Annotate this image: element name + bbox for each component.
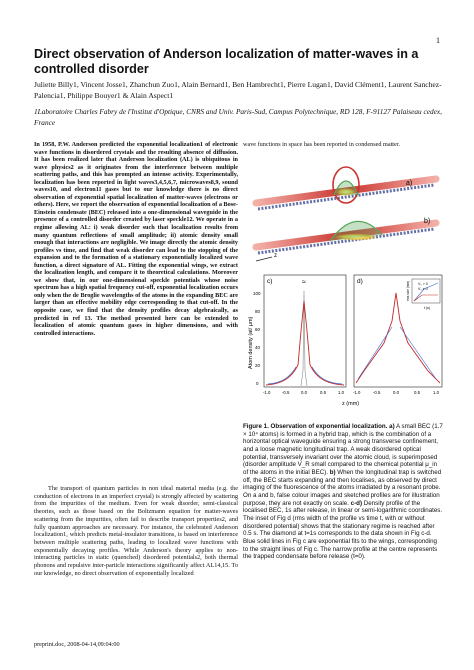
xtick-d-1: -0.5 [373, 390, 381, 395]
panel-b-label: b) [424, 218, 431, 225]
xtick-c-3: 0.5 [320, 390, 326, 395]
figure-ab-schematic [246, 165, 446, 265]
panel-c-label: c) [267, 278, 273, 285]
page-number: 1 [436, 36, 440, 45]
xtick-d-3: 0.5 [414, 390, 420, 395]
affiliation: 1Laboratoire Charles Fabry de l'Institut d'Optique, CNRS and Univ. Paris-Sud, Campus Polytechnique, RD 128, F-91127 Palaiseau cedex, France [34, 107, 442, 127]
inset-legend-v0: V₀ = 0 [418, 282, 428, 286]
figure-cd-plots [246, 271, 446, 413]
z-axis-line [256, 257, 272, 261]
ytick-100: 100 [253, 291, 261, 296]
xtick-c-1: -0.5 [282, 390, 290, 395]
xtick-c-4: 1.0 [338, 390, 344, 395]
inset-ylabel: rms size (mm) [406, 280, 410, 301]
inset-legend-disorder: V₀ ≠ 0 [418, 287, 428, 291]
xtick-d-0: -1.0 [353, 390, 361, 395]
panel-d-label: d) [357, 278, 363, 285]
y-ticks [253, 291, 261, 386]
xtick-d-4: 1.0 [433, 390, 439, 395]
caption-b-text: When the longitudinal trap is switched off, the BEC starts expanding and then localises, as observed by direct imaging of the fluorescence of the atoms irradiated by a resonant probe. On a and b, false colour images and sketched profiles are for illustration purpose, they are not exactly on scale. [243, 468, 442, 507]
x-ticks-c [263, 390, 345, 395]
authors: Juliette Billy1, Vincent Josse1, Zhanchun Zuo1, Alain Bernard1, Ben Hambrecht1, Pierre Lugan1, David Clément1, Laurent Sanchez-Palencia1, Philippe Bouyer1 & Alain Aspect1 [34, 80, 442, 100]
footer: preprint.doc, 2008-04-14,09:04:00 [34, 641, 120, 648]
caption-a-text: A small BEC (1.7 × 10⁴ atoms) is formed in a hybrid trap, which is the combination of a horizontal optical waveguide ensuring a strong transverse confinement, and a loose magnetic longitudinal trap. A weak disordered optical potential, transversely invariant over the atomic cloud, is superimposed (disorder amplitude V_R small compared to the chemical potential μ_in of the atoms in the initial BEC). [243, 423, 443, 476]
caption-lead: Figure 1. Observation of exponential localization. [243, 423, 388, 430]
ytick-20: 20 [255, 363, 261, 368]
xtick-c-2: 0.0 [301, 390, 307, 395]
panel-a-illustration [256, 167, 436, 209]
abstract: In 1958, P.W. Anderson predicted the exponential localization1 of electronic wave functions in disordered crystals and the resulting absence of diffusion. It has been realized later that Anderson localization (AL) is ubiquitous in wave physics2 as it originates from the interference between multiple scattering paths, and this has prompted an intense activity. Experimentally, localization has been reported in light waves3,4,5,6,7, microwaves8,9, sound waves10, and electron11 gases but to our knowledge there is no direct observation of exponential spatial localization of matter-waves (electrons or others). Here, we report the observation of exponential localization of a Bose-Einstein condensate (BEC) released into a one-dimensional waveguide in the presence of a controlled disorder created by laser speckle12. We operate in a regime allowing AL: i) weak disorder such that localization results from many quantum reflections of small amplitude; ii) atomic density small enough that interactions are negligible. We image directly the atomic density profiles vs time, and find that weak disorder can lead to the stopping of the expansion and to the formation of a stationary exponentially localized wave function, a direct signature of AL. Fitting the exponential wings, we extract the localization length, and compare it to theoretical calculations. Moreover we show that, in our one-dimensional speckle potentials whose noise spectrum has a high spatial frequency cut-off, exponential localization occurs only when the de Broglie wavelengths of the atoms in the expanding BEC are larger than an effective mobility edge corresponding to that cut-off. In the opposite case, we find that the density profiles decay algebraically, as predicted in ref 13. The method presented here can be extended to localization of atomic quantum gases in higher dimensions, and with controlled interactions. [34, 141, 238, 337]
ytick-0: 0 [256, 381, 259, 386]
z-axis-label: z [274, 253, 277, 259]
figure-caption [243, 423, 443, 561]
ytick-40: 40 [255, 345, 261, 350]
ytick-60: 60 [255, 327, 261, 332]
caption-cd-label: c-d) [350, 499, 363, 507]
y-axis-label: Atom density (at/ µm) [248, 316, 254, 369]
caption-a-label: a) [389, 423, 395, 430]
x-ticks-d [353, 390, 440, 395]
xtick-d-2: 0.0 [393, 390, 399, 395]
inset-xlabel: t (s) [424, 306, 431, 310]
xtick-c-0: -1.0 [263, 390, 271, 395]
density-profile-a [334, 181, 358, 195]
ytick-80: 80 [255, 309, 261, 314]
body-text: The transport of quantum particles in non ideal material media (e.g. the conduction of electrons in an imperfect crystal) is strongly affected by scattering from the impurities of the medium. Even for weak disorder, semi-classical theories, such as those based on the Boltzmann equation for matter-waves scattering from the impurities, often fail to describe transport properties2, and fully quantum approaches are necessary. For instance, the celebrated Anderson localization1, which predicts metal-insulator transitions, is based on interference between multiple scattering paths, leading to localized wave functions with exponentially decaying profiles. While Anderson's theory applies to non-interacting particles in static (quenched) disordered potentials2, both thermal phonons and repulsive inter-particle interactions significantly affect AL14,15. To our knowledge, no direct observation of exponentially localized [34, 485, 238, 577]
right-column-text: wave functions in space has been reported in condensed matter. [243, 141, 401, 148]
caption-cd-text: Density profile of the localised BEC, 1s after release, in linear or semi-logarithmic coordinates. The inset of Fig d (rms width of the profile vs time t, with or without disordered potential) shows that the stationary regime is reached after 0.5 s. The diamond at t=1s corresponds to the data shown in Fig c-d. Blue solid lines in Fig c are exponential fits to the wings, corresponding to the straight lines of Fig c. The narrow profile at the centre represents the trapped condensate before release (t=0). [243, 499, 443, 561]
panel-a-label: a) [406, 180, 413, 187]
break-mark: ≈ [302, 279, 306, 286]
panel-b-illustration [256, 221, 436, 261]
caption-b-label: b) [329, 468, 336, 476]
x-axis-label: z (mm) [342, 401, 360, 407]
paper-title: Direct observation of Anderson localization of matter-waves in a controlled disorder [34, 47, 419, 76]
